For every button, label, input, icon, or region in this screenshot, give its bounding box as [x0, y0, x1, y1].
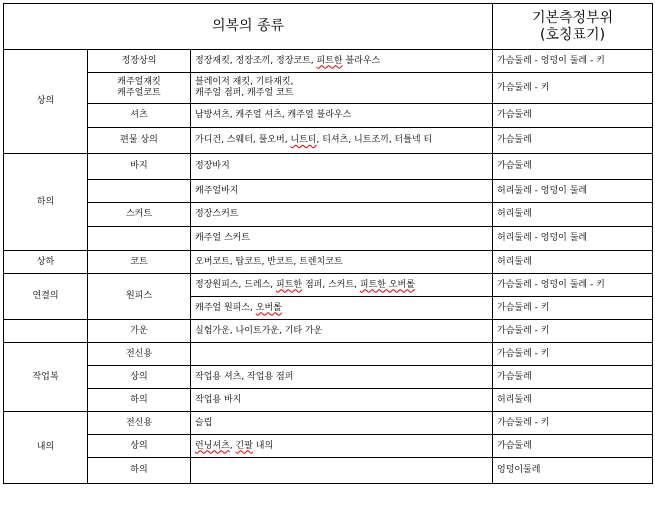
measure-cell: 허리둘레 — [493, 389, 653, 412]
measure-cell: 가슴둘레 - 키 — [493, 297, 653, 320]
header-row — [4, 4, 653, 50]
table-row — [4, 458, 653, 484]
measure-cell: 허리둘레 — [493, 251, 653, 274]
category-work: 작업복 — [4, 343, 88, 412]
subcategory-cell: 편물 상의 — [88, 128, 191, 154]
table-row — [4, 251, 653, 274]
measure-cell: 가슴둘레 - 키 — [493, 320, 653, 343]
table-row — [4, 274, 653, 297]
subcategory-cell: 바지 — [88, 154, 191, 180]
measure-cell: 허리둘레 - 엉덩이 둘레 — [493, 180, 653, 203]
table-row — [4, 128, 653, 154]
subcategory-cell: 셔츠 — [88, 104, 191, 128]
measure-cell: 엉덩이둘레 — [493, 458, 653, 484]
subcategory-cell: 코트 — [88, 251, 191, 274]
items-cell: 가디건, 스웨터, 풀오버, 니트티, 티셔츠, 니트조끼, 터틀넥 티 — [191, 128, 493, 154]
subcategory-cell: 캐주얼재킷 캐주얼코트 — [88, 73, 191, 104]
subcategory-cell: 정장상의 — [88, 50, 191, 73]
clothing-size-table — [3, 3, 653, 484]
measure-cell: 허리둘레 — [493, 203, 653, 227]
items-cell: 슬립 — [191, 412, 493, 435]
subcategory-cell: 상의 — [88, 366, 191, 389]
subcategory-cell — [88, 180, 191, 203]
items-cell: 런닝셔츠, 긴팔 내의 — [191, 435, 493, 458]
items-cell — [191, 343, 493, 366]
items-cell: 정장스커트 — [191, 203, 493, 227]
table-row — [4, 203, 653, 227]
table-row — [4, 320, 653, 343]
table-row — [4, 389, 653, 412]
measure-cell: 가슴둘레 — [493, 154, 653, 180]
items-cell: 작업용 셔츠, 작업용 점퍼 — [191, 366, 493, 389]
table-row — [4, 343, 653, 366]
subcategory-cell: 상의 — [88, 435, 191, 458]
items-cell: 정장원피스, 드레스, 피트한 점퍼, 스커트, 피트한 오버롤 — [191, 274, 493, 297]
table-row — [4, 366, 653, 389]
measure-cell: 가슴둘레 - 키 — [493, 73, 653, 104]
table-row — [4, 227, 653, 251]
measure-cell: 허리둘레 - 엉덩이 둘레 — [493, 227, 653, 251]
measure-cell: 가슴둘레 — [493, 366, 653, 389]
subcategory-cell: 전신용 — [88, 343, 191, 366]
measure-cell: 가슴둘레 — [493, 104, 653, 128]
category-topbottom: 상하 — [4, 251, 88, 274]
subcategory-cell: 원피스 — [88, 274, 191, 320]
items-cell: 블레이저 재킷, 기타재킷, 캐주얼 점퍼, 캐주얼 코트 — [191, 73, 493, 104]
items-cell: 캐주얼 스커트 — [191, 227, 493, 251]
measure-cell: 가슴둘레 - 엉덩이 둘레 - 키 — [493, 50, 653, 73]
header-measure-position — [493, 4, 653, 50]
subcategory-cell: 하의 — [88, 389, 191, 412]
table-row — [4, 435, 653, 458]
table-row — [4, 154, 653, 180]
items-cell: 오버코트, 탑코트, 반코트, 트렌치코트 — [191, 251, 493, 274]
table-row — [4, 412, 653, 435]
items-cell: 정장재킷, 정장조끼, 정장코트, 피트한 블라우스 — [191, 50, 493, 73]
items-cell: 캐주얼 원피스, 오버롤 — [191, 297, 493, 320]
subcategory-cell — [88, 227, 191, 251]
table-row — [4, 50, 653, 73]
subcategory-cell: 스커트 — [88, 203, 191, 227]
items-cell — [191, 458, 493, 484]
measure-cell: 가슴둘레 - 엉덩이 둘레 - 키 — [493, 274, 653, 297]
measure-cell: 가슴둘레 - 키 — [493, 412, 653, 435]
category-combined: 연결의 — [4, 274, 88, 320]
category-inner: 내의 — [4, 412, 88, 484]
header-measure-line1: 기본측정부위 — [531, 9, 614, 26]
items-cell: 실험가운, 나이트가운, 기타 가운 — [191, 320, 493, 343]
table-row — [4, 104, 653, 128]
category-top: 상의 — [4, 50, 88, 154]
subcategory-cell: 가운 — [88, 320, 191, 343]
measure-cell: 가슴둘레 — [493, 128, 653, 154]
table-row — [4, 180, 653, 203]
measure-cell: 가슴둘레 — [493, 435, 653, 458]
table-row — [4, 73, 653, 104]
subcategory-cell: 하의 — [88, 458, 191, 484]
items-cell: 캐주얼바지 — [191, 180, 493, 203]
items-cell: 작업용 바지 — [191, 389, 493, 412]
category-empty — [4, 320, 88, 343]
category-bottom: 하의 — [4, 154, 88, 251]
header-clothing-type: 의복의 종류 — [4, 4, 493, 50]
measure-cell: 가슴둘레 - 키 — [493, 343, 653, 366]
items-cell: 정장바지 — [191, 154, 493, 180]
subcategory-cell: 전신용 — [88, 412, 191, 435]
header-measure-line2: (호칭표기) — [540, 26, 606, 43]
items-cell: 남방셔츠, 캐주얼 셔츠, 캐주얼 블라우스 — [191, 104, 493, 128]
